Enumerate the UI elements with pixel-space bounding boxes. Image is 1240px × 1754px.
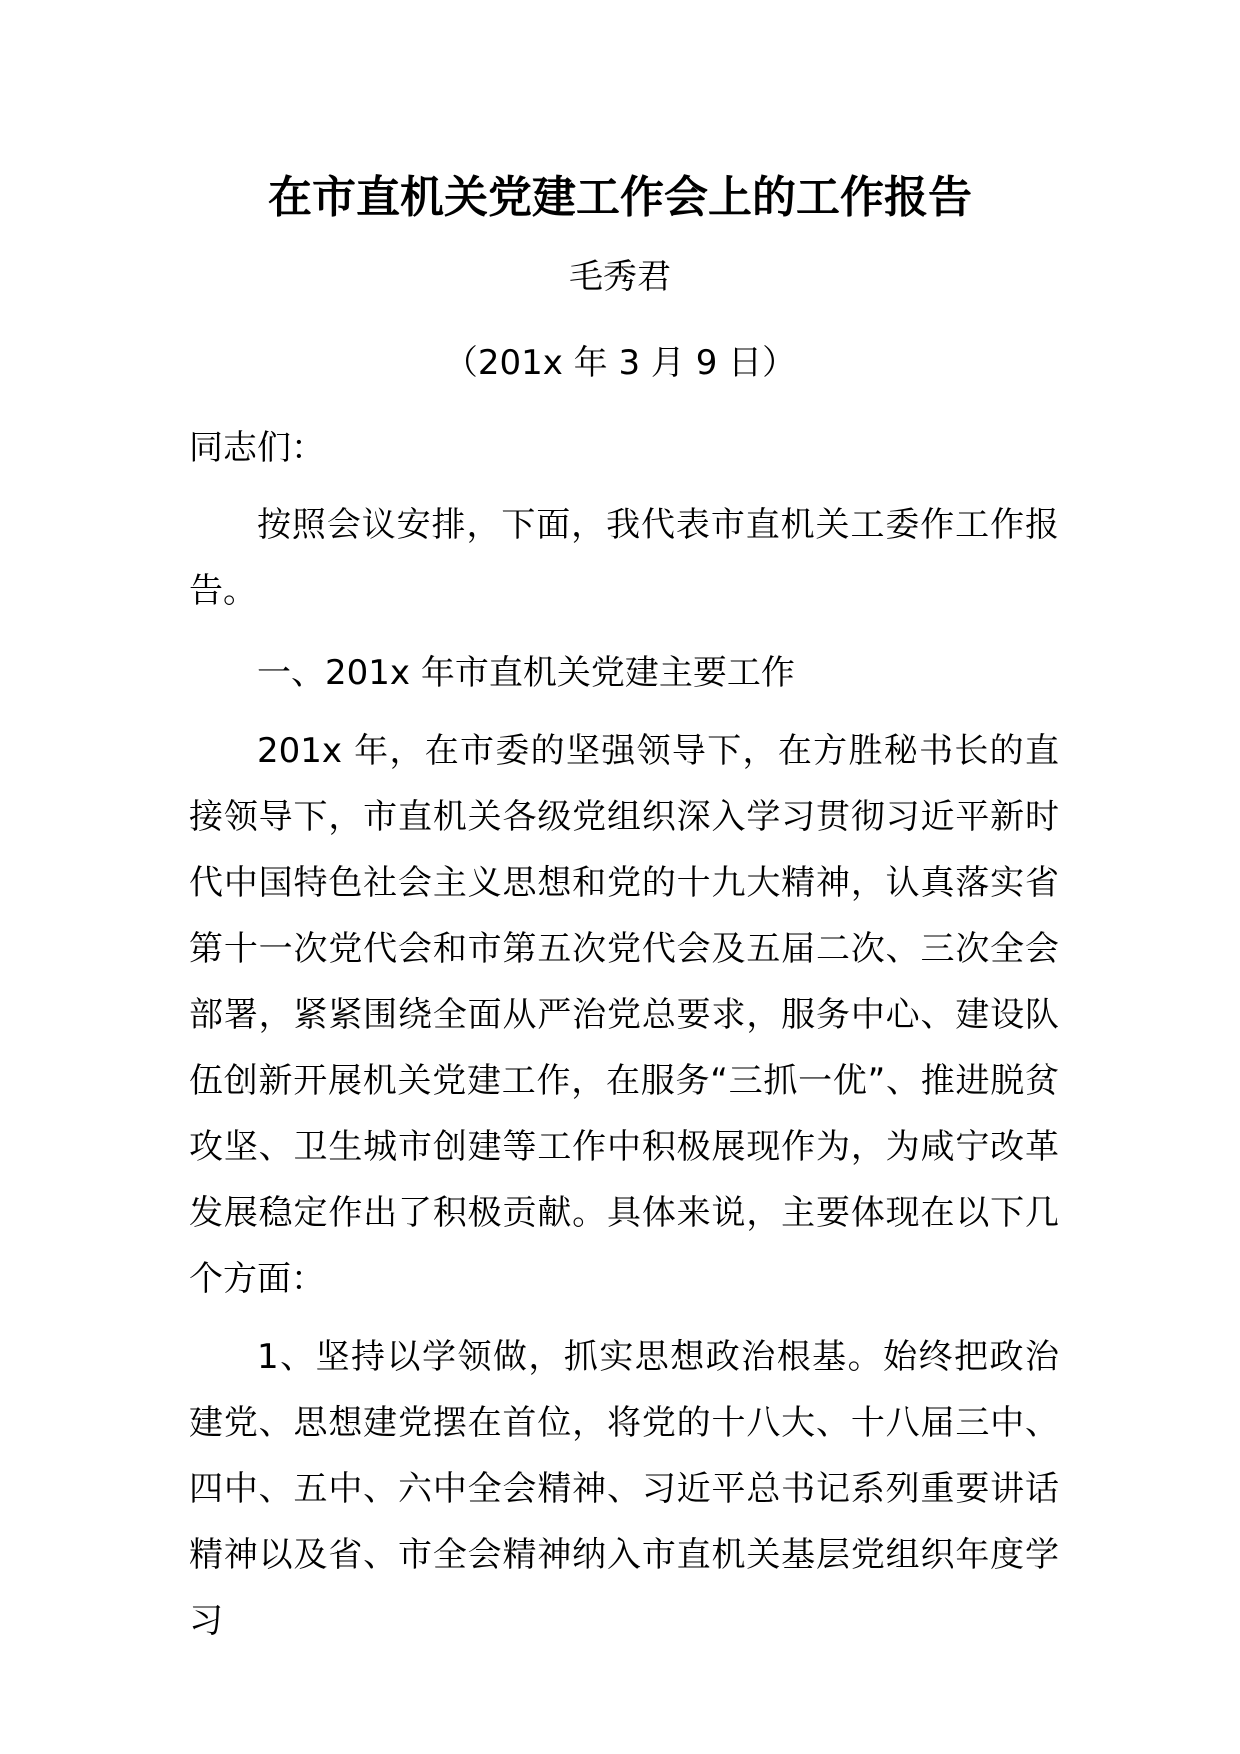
greeting: 同志们： (189, 428, 325, 468)
report-date: （201x 年 3 月 9 日） (443, 343, 797, 383)
paragraph-summary: 201x 年，在市委的坚强领导下，在方胜秘书长的直接领导下，市直机关各级党组织深入学习贯彻习近平新时代中国特色社会主义思想和党的十九大精神，认真落实省第十一次党代会和市第五次党代会及五届二次、三次全会部署，紧紧围绕全面从严治党总要求，服务中心、建设队伍创新开展机关党建工作，在服务“三抓一优”、推进脱贫攻坚、卫生城市创建等工作中积极展现作为，为咸宁改革发展稳定作出了积极贡献。具体来说，主要体现在以下几个方面： (189, 731, 1059, 1299)
paragraph-intro: 按照会议安排，下面，我代表市直机关工委作工作报告。 (189, 505, 1059, 611)
paragraph-point-1: 1、坚持以学领做，抓实思想政治根基。始终把政治建党、思想建党摆在首位，将党的十八大、十八届三中、四中、五中、六中全会精神、习近平总书记系列重要讲话精神以及省、市全会精神纳入市直机关基层党组织年度学习 (189, 1337, 1059, 1641)
section-heading-1: 一、201x 年市直机关党建主要工作 (257, 653, 795, 693)
author-name: 毛秀君 (569, 257, 671, 297)
document-title: 在市直机关党建工作会上的工作报告 (268, 172, 972, 223)
